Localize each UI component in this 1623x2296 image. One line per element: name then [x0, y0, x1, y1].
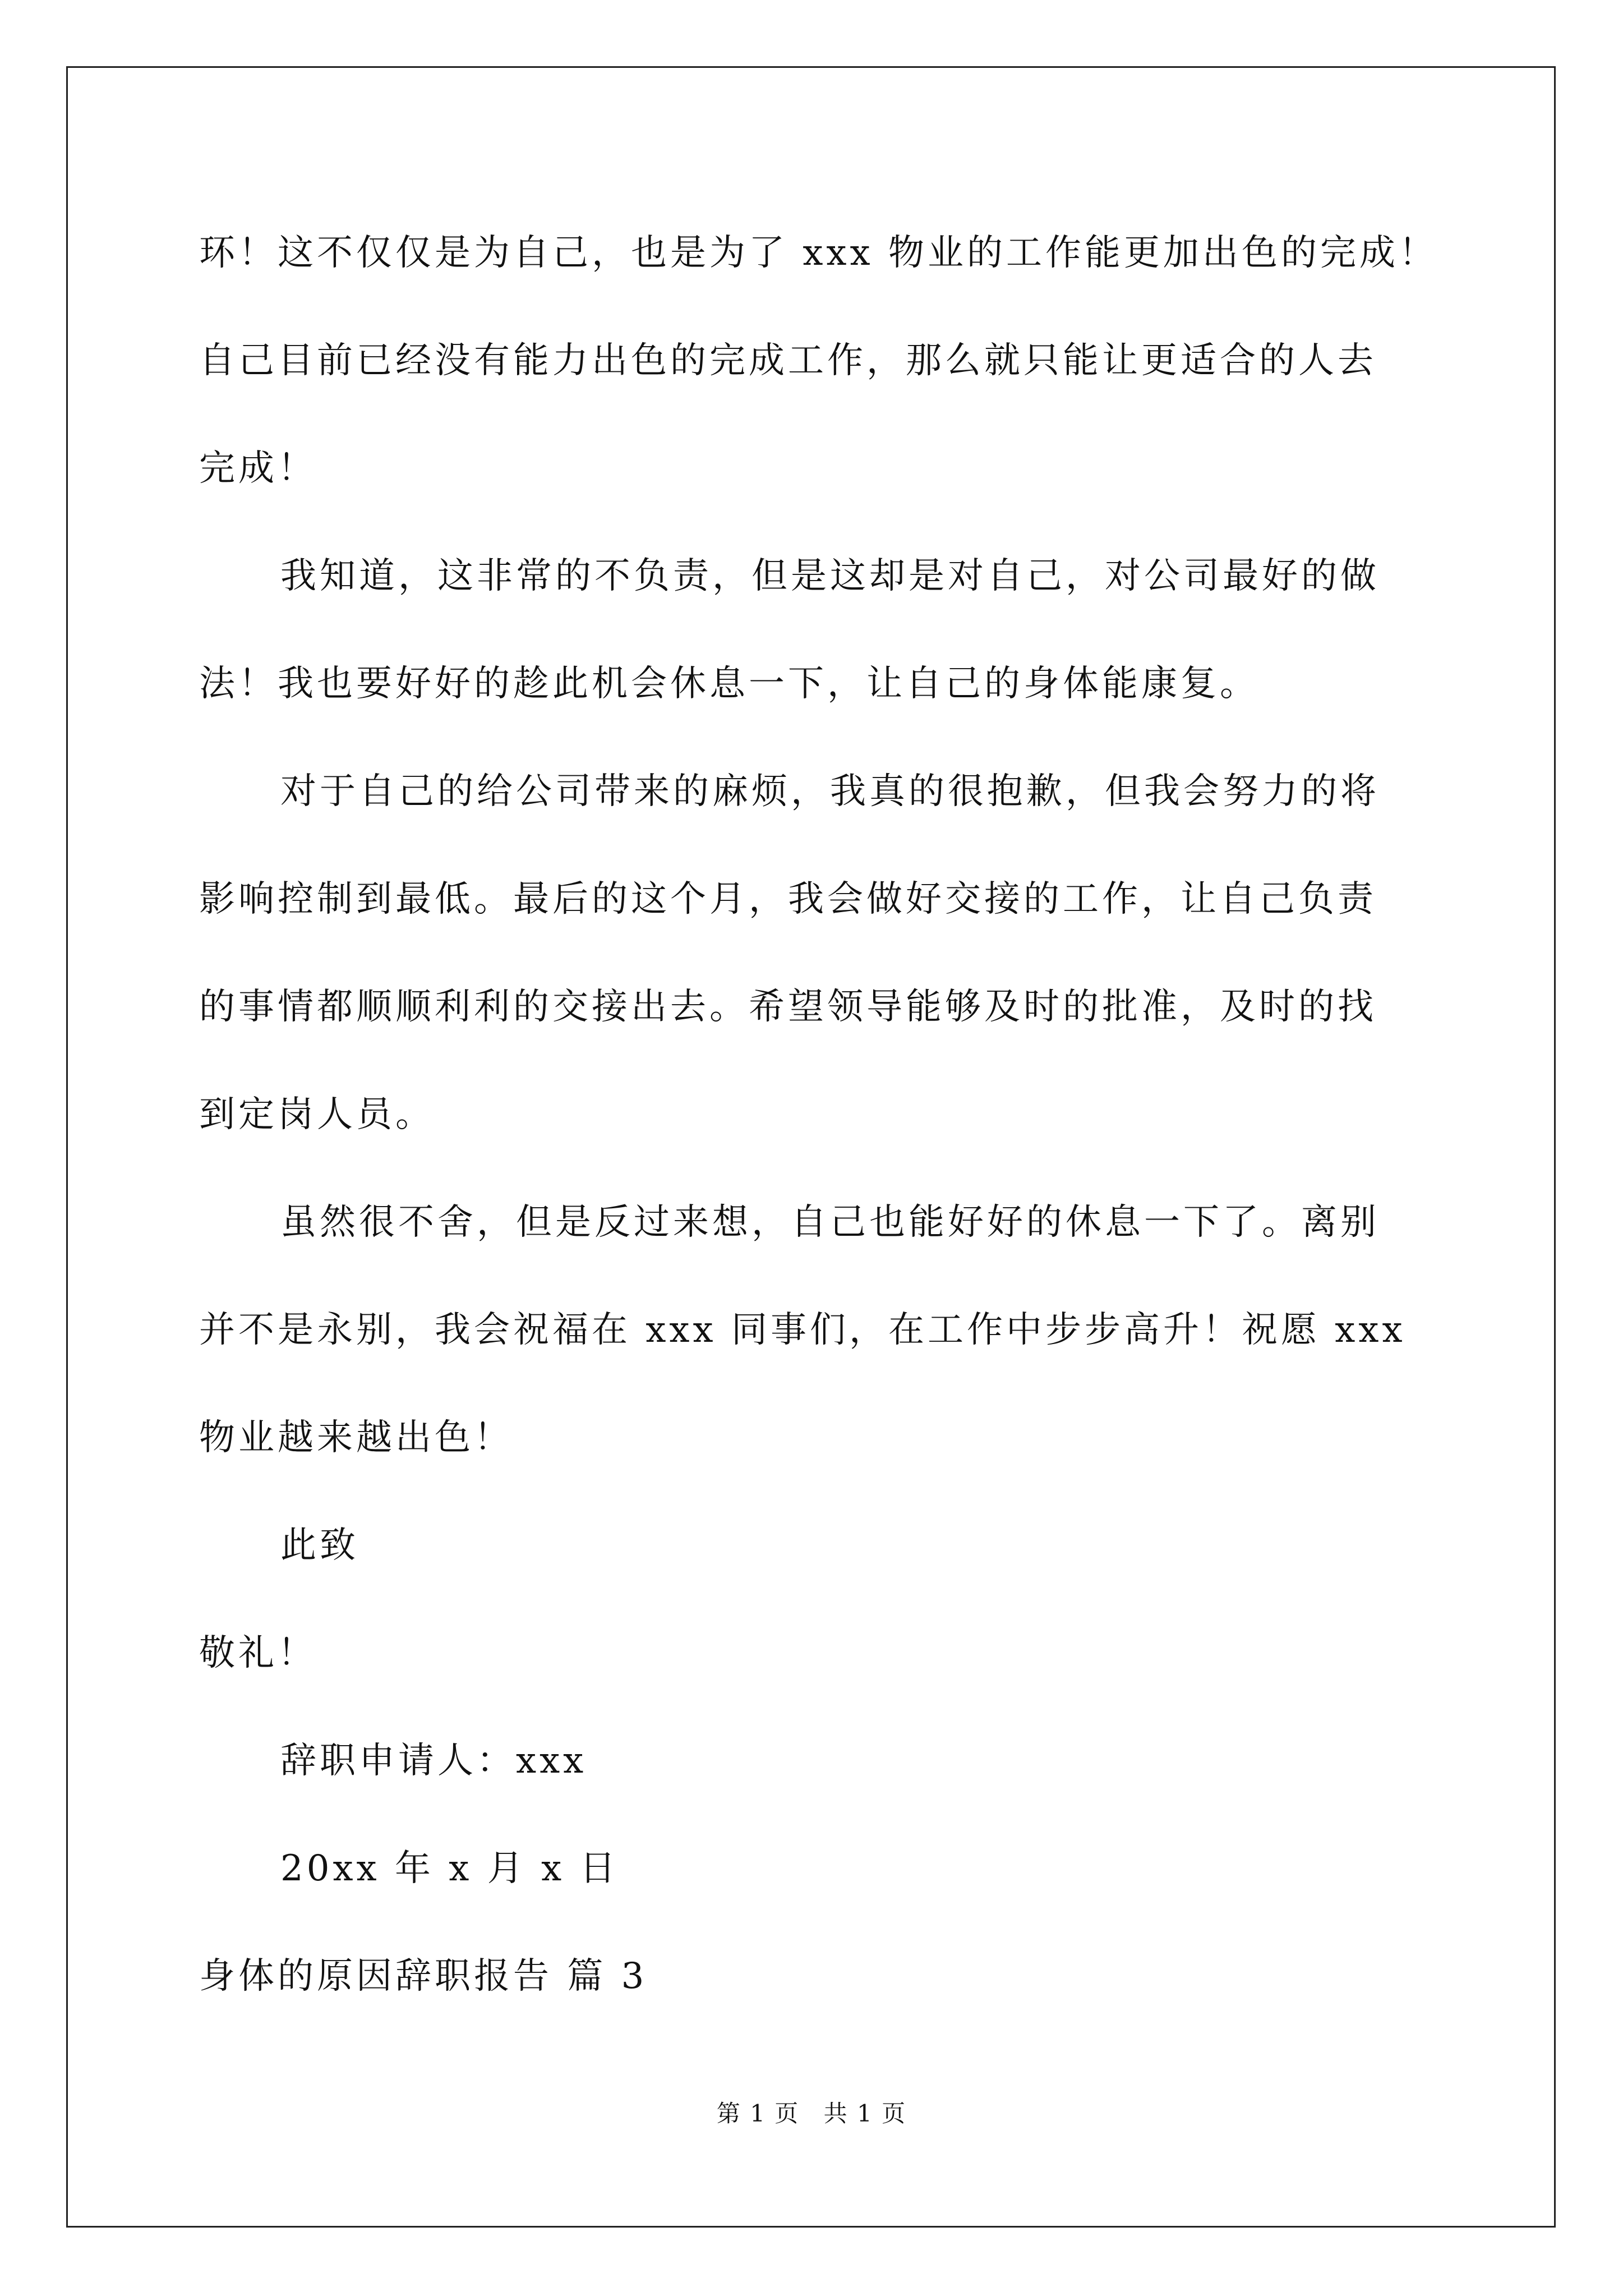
text-line-12: 物业越来越出色！ [199, 1417, 513, 1458]
text-line-6: 对于自己的给公司带来的麻烦，我真的很抱歉，但我会努力的将 [280, 771, 1380, 812]
text-line-11: 并不是永别，我会祝福在 xxx 同事们，在工作中步步高升！祝愿 xxx [199, 1309, 1406, 1351]
signature-line: 辞职申请人：xxx [280, 1740, 587, 1782]
page-footer [0, 2095, 1623, 2129]
text-line-4: 我知道，这非常的不负责，但是这却是对自己，对公司最好的做 [280, 555, 1380, 597]
date-line: 20xx 年 x 月 x 日 [280, 1848, 619, 1889]
text-line-3: 完成！ [199, 448, 317, 489]
text-line-1: 环！这不仅仅是为自己，也是为了 xxx 物业的工作能更加出色的完成！ [199, 232, 1438, 274]
text-line-9: 到定岗人员。 [199, 1094, 435, 1135]
text-line-8: 的事情都顺顺利利的交接出去。希望领导能够及时的批准，及时的找 [199, 986, 1377, 1028]
text-line-2: 自己目前已经没有能力出色的完成工作，那么就只能让更适合的人去 [199, 340, 1377, 381]
text-line-5: 法！我也要好好的趁此机会休息一下，让自己的身体能康复。 [199, 663, 1259, 705]
section-heading: 身体的原因辞职报告 篇 3 [199, 1955, 648, 1997]
closing-regards: 敬礼！ [199, 1632, 317, 1674]
text-line-10: 虽然很不舍，但是反过来想，自己也能好好的休息一下了。离别 [280, 1202, 1380, 1243]
page-total: 共 1 页 [823, 2100, 907, 2127]
closing-salutation: 此致 [280, 1525, 359, 1566]
page-number: 第 1 页 [716, 2100, 800, 2127]
text-line-7: 影响控制到最低。最后的这个月，我会做好交接的工作，让自己负责 [199, 878, 1377, 920]
